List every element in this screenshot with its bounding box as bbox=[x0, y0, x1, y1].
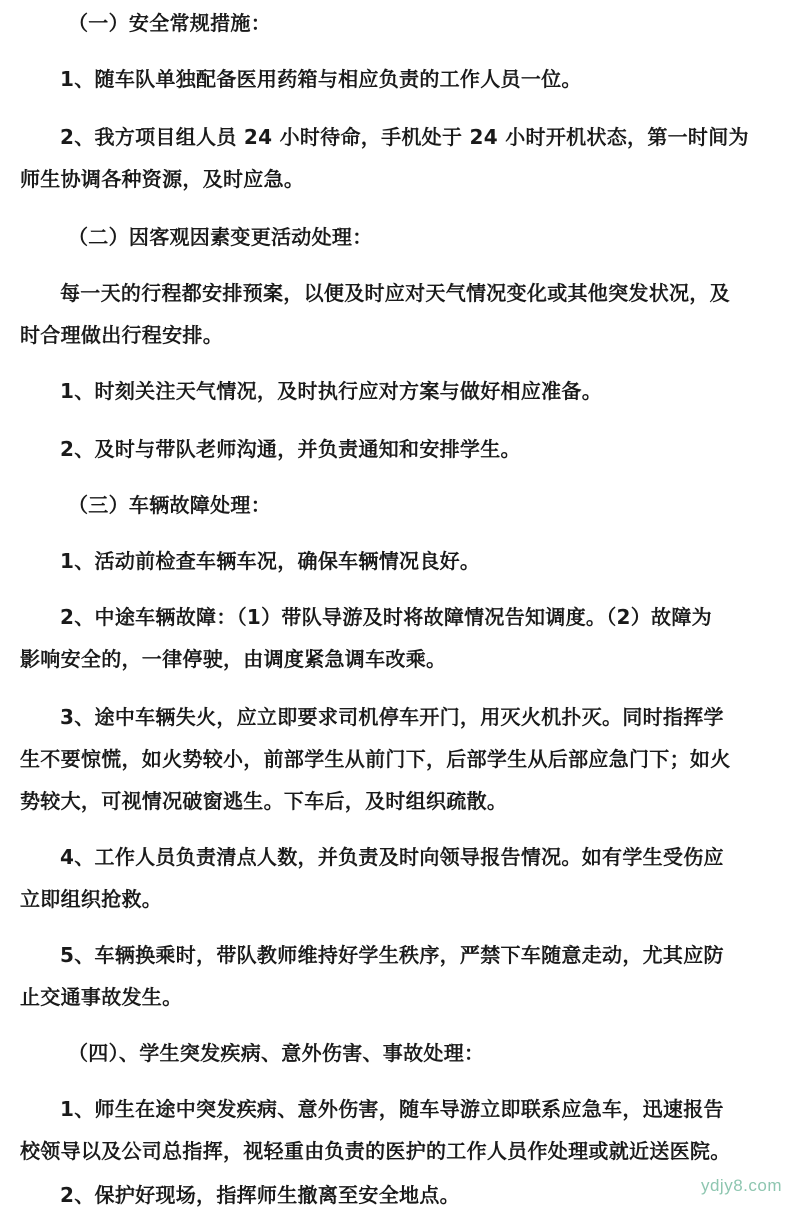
paragraph-line: 2、中途车辆故障：（1）带队导游及时将故障情况告知调度。（2）故障为 bbox=[60, 605, 712, 629]
paragraph-line: 1、随车队单独配备医用药箱与相应负责的工作人员一位。 bbox=[60, 67, 582, 91]
section-heading-3: （三）车辆故障处理： bbox=[68, 493, 271, 517]
paragraph-line: 1、活动前检查车辆车况，确保车辆情况良好。 bbox=[60, 549, 481, 573]
paragraph-line: 势较大，可视情况破窗逃生。下车后，及时组织疏散。 bbox=[20, 789, 508, 813]
paragraph-line: 1、时刻关注天气情况，及时执行应对方案与做好相应准备。 bbox=[60, 379, 603, 403]
paragraph-line: 2、我方项目组人员 24 小时待命，手机处于 24 小时开机状态，第一时间为 bbox=[60, 125, 749, 149]
paragraph-line: 4、工作人员负责清点人数，并负责及时向领导报告情况。如有学生受伤应 bbox=[60, 845, 724, 869]
paragraph-line: 校领导以及公司总指挥，视轻重由负责的医护的工作人员作处理或就近送医院。 bbox=[20, 1139, 731, 1163]
section-heading-2: （二）因客观因素变更活动处理： bbox=[68, 225, 373, 249]
paragraph-line: 师生协调各种资源，及时应急。 bbox=[20, 167, 305, 191]
paragraph-line: 止交通事故发生。 bbox=[20, 985, 183, 1009]
paragraph-line: 1、师生在途中突发疾病、意外伤害，随车导游立即联系应急车，迅速报告 bbox=[60, 1097, 724, 1121]
section-heading-4: （四）、学生突发疾病、意外伤害、事故处理： bbox=[68, 1041, 485, 1065]
paragraph-line: 每一天的行程都安排预案，以便及时应对天气情况变化或其他突发状况，及 bbox=[60, 281, 730, 305]
paragraph-line: 时合理做出行程安排。 bbox=[20, 323, 223, 347]
paragraph-line: 3、途中车辆失火，应立即要求司机停车开门，用灭火机扑灭。同时指挥学 bbox=[60, 705, 724, 729]
paragraph-line: 2、保护好现场，指挥师生撤离至安全地点。 bbox=[60, 1183, 460, 1207]
paragraph-line: 5、车辆换乘时，带队教师维持好学生秩序，严禁下车随意走动，尤其应防 bbox=[60, 943, 724, 967]
watermark: ydjy8.com bbox=[700, 1176, 782, 1195]
paragraph-line: 2、及时与带队老师沟通，并负责通知和安排学生。 bbox=[60, 437, 521, 461]
section-heading-1: （一）安全常规措施： bbox=[68, 11, 271, 35]
paragraph-line: 立即组织抢救。 bbox=[20, 887, 163, 911]
paragraph-line: 影响安全的，一律停驶，由调度紧急调车改乘。 bbox=[20, 647, 447, 671]
paragraph-line: 生不要惊慌，如火势较小，前部学生从前门下，后部学生从后部应急门下；如火 bbox=[20, 747, 731, 771]
